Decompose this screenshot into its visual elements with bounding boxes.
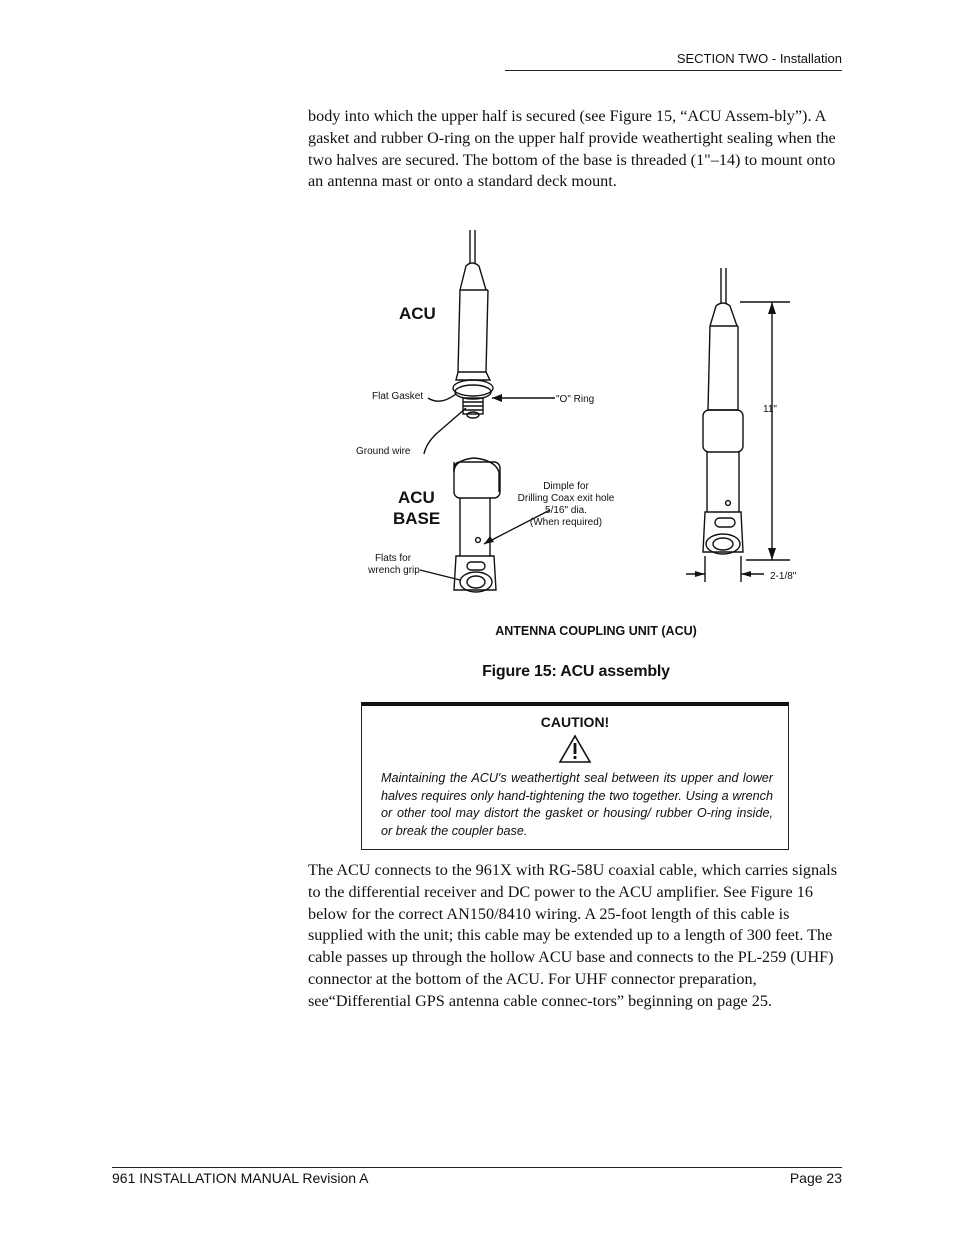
label-dimple-1: Dimple for bbox=[543, 481, 589, 492]
label-width: 2-1/8" bbox=[770, 571, 797, 582]
assembled-whip bbox=[721, 268, 726, 304]
label-acu-base-1: ACU bbox=[398, 488, 435, 507]
label-flats-2: wrench grip bbox=[368, 565, 420, 576]
label-acu: ACU bbox=[399, 304, 436, 323]
label-ground-wire: Ground wire bbox=[356, 446, 411, 457]
figure-title: ANTENNA COUPLING UNIT (ACU) bbox=[495, 624, 697, 638]
section-title: SECTION TWO - Installation bbox=[676, 51, 842, 66]
acu-top-cap bbox=[460, 263, 486, 290]
label-flat-gasket: Flat Gasket bbox=[372, 391, 424, 402]
label-flats-1: Flats for bbox=[374, 553, 412, 564]
body-paragraph-2: The ACU connects to the 961X with RG-58U coaxial cable, which carries signals to the differential receiver and DC power to the ACU amplifier. See Figure 16 below for the correct AN150/8410 wiring. A 25-foot length of this cable is supplied with the unit; this cable may be extended up to a length of 300 feet. The cable passes up through the hollow ACU base and connects to the PL-259 (UHF) connector at the bottom of the ACU. For UHF connector preparation, see“Differential GPS antenna cable connec-tors” beginning on page 25. bbox=[308, 861, 838, 1010]
label-height: 11" bbox=[763, 404, 777, 415]
ground-wire-shape bbox=[424, 408, 466, 454]
label-acu-base-2: BASE bbox=[393, 509, 441, 528]
label-dimple-3: 5/16" dia. bbox=[545, 505, 587, 516]
caution-text: Maintaining the ACU's weathertight seal between its upper and lower halves requires only hand-tightening the two together. Using a wrench or other tool may distort the gasket or housing/ rubber O-ring inside, or break the coupler base. bbox=[381, 771, 773, 838]
footer-page-number: Page 23 bbox=[789, 1170, 842, 1186]
label-dimple-4: (When required) bbox=[529, 517, 603, 528]
warning-triangle-icon bbox=[558, 734, 592, 764]
page-footer bbox=[112, 1167, 842, 1186]
acu-base-top bbox=[454, 458, 499, 492]
figure-caption: Figure 15: ACU assembly bbox=[482, 663, 670, 680]
label-dimple-2: Drilling Coax exit hole bbox=[517, 493, 615, 504]
footer-manual-title: 961 INSTALLATION MANUAL Revision A bbox=[112, 1170, 369, 1186]
running-header bbox=[505, 50, 842, 71]
acu-base-neck bbox=[460, 498, 490, 556]
assembled-cap bbox=[710, 303, 737, 326]
assembled-coupling bbox=[703, 410, 743, 452]
caution-box bbox=[361, 702, 789, 850]
acu-diagram bbox=[300, 222, 860, 652]
label-o-ring: "O" Ring bbox=[556, 394, 595, 405]
acu-upper-body bbox=[458, 290, 488, 372]
body-paragraph-1: body into which the upper half is secured (see Figure 15, “ACU Assem-bly”). A gasket and rubber O-ring on the upper half provide weathertight sealing when the two halves are secured. The bottom of the base is threaded (1"–14) to mount onto an antenna mast or onto a standard deck mount. bbox=[308, 107, 836, 191]
acu-whip bbox=[470, 230, 475, 264]
caution-title: CAUTION! bbox=[540, 714, 610, 730]
acu-figure bbox=[300, 222, 860, 652]
